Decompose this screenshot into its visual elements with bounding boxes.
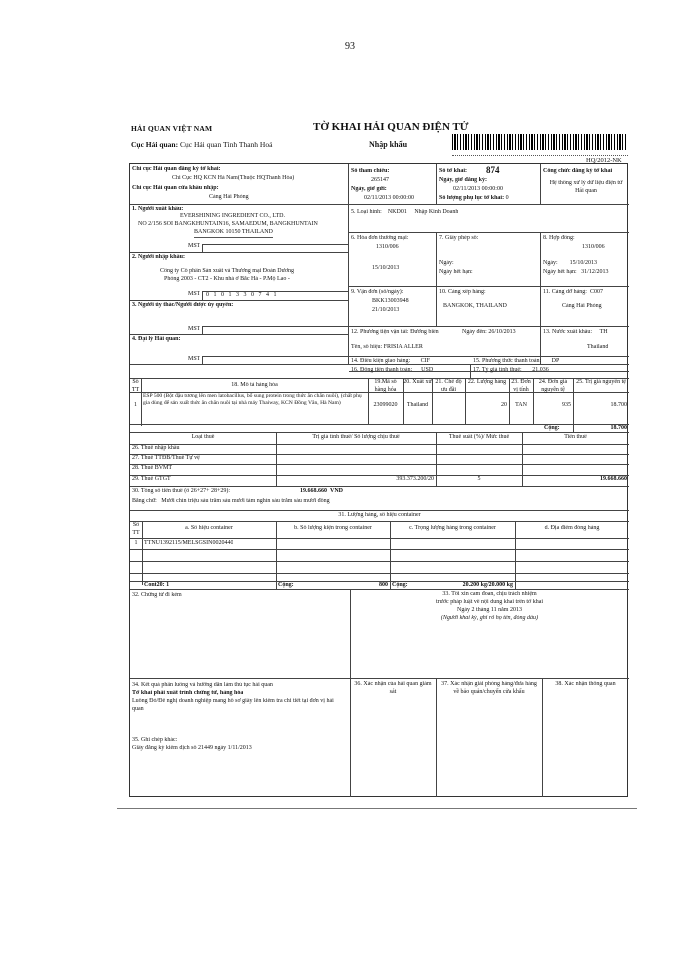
divider <box>130 573 629 574</box>
goods-col-hs: 19.Mã số hàng hóa <box>374 379 397 393</box>
goods-col-stt: Số TT <box>131 379 140 393</box>
officer-text: Hệ thống xử lý dữ liệu điện tử Hải quan <box>549 180 623 194</box>
ref-date-value: 02/11/2013 00:00:00 <box>364 195 414 201</box>
divider <box>436 678 437 797</box>
decl-no-label: Số tờ khai: <box>439 168 467 174</box>
tax-row-type: 28. Thuế BVMT <box>132 465 173 471</box>
f12-arrival: Ngày đến: 26/10/2013 <box>462 329 516 335</box>
divider <box>130 454 629 455</box>
tax-total-label: 30. Tổng số tiền thuế (ô 26+27+ 28+29): <box>132 488 231 494</box>
f38-label: 38. Xác nhận thông quan <box>555 681 616 687</box>
tax-col-base: Trị giá tính thuế/ Số lượng chịu thuế <box>312 434 400 440</box>
f33-line2: trước pháp luật về nội dung khai trên tờ khai <box>435 599 544 605</box>
divider <box>130 549 629 550</box>
container-sum-packages: 800 <box>379 582 388 588</box>
f9-label: 9. Vận đơn (số/ngày): <box>351 289 404 295</box>
f11-value: Cảng Hải Phòng <box>562 303 602 309</box>
exporter-address-1: NO 2/156 SOI BANGKHUNTAIN16, SAMAEDUM, BANGKHUNTAIN <box>138 221 318 227</box>
tax-total: 19.668.660 VND <box>300 488 343 494</box>
f33-line3: Ngày 2 tháng 11 năm 2013 <box>457 607 522 613</box>
importer-line-2: Phòng 2003 - CT2 - Khu nhà ở Bắc Hà - P.Mộ Lao - <box>164 276 290 282</box>
officer-label: Công chức đăng ký tờ khai <box>543 168 613 174</box>
exporter-mst: MST <box>188 243 201 249</box>
appendix-count: Số lượng phụ lục tờ khai: 0 <box>439 195 509 201</box>
f9-date: 21/10/2013 <box>372 307 400 313</box>
f11-label: 11. Cảng dỡ hàng: C007 <box>543 289 603 295</box>
entry-office-label: Chi cục Hải quan cửa khẩu nhập: <box>132 185 219 191</box>
goods-col-price: 24. Đơn giá nguyên tệ <box>538 379 568 393</box>
divider <box>130 561 629 562</box>
f34-line2: Tờ khai phải xuất trình chứng từ, hàng hóa <box>132 690 244 696</box>
f8-no: 1310/006 <box>582 244 605 250</box>
importer-mst: MST <box>188 291 201 297</box>
f10-value: BANGKOK, THAILAND <box>443 303 507 309</box>
f9-no: BKK13003948 <box>372 298 409 304</box>
tax-col-rate: Thuế suất (%)/ Mức thuế <box>448 434 510 440</box>
decl-no-value: 874 <box>486 165 500 175</box>
divider <box>202 326 349 327</box>
divider <box>130 464 629 465</box>
barcode-icon <box>452 134 628 150</box>
divider <box>130 486 629 487</box>
decl-date-value: 02/11/2013 00:00:00 <box>453 186 503 192</box>
divider <box>349 356 629 357</box>
goods-total-label: Cộng: <box>544 425 560 431</box>
container-col-no: a. Số hiệu container <box>185 525 233 531</box>
exporter-name: EVERSHINING INGREDIENT CO., LTD. <box>180 213 285 219</box>
f10-label: 10. Cảng xếp hàng: <box>439 289 486 295</box>
f12-label: 12. Phương tiện vận tải: Đường biển <box>351 329 439 335</box>
form-title: TỜ KHAI HẢI QUAN ĐIỆN TỬ <box>313 121 469 133</box>
tax-row-type: 29. Thuế GTGT <box>132 476 171 482</box>
f7-label: 7. Giấy phép số: <box>439 235 479 241</box>
goods-row-unit: TAN <box>515 402 527 408</box>
tax-row-type: 27. Thuế TTĐB/Thuế Tự vệ <box>132 455 200 461</box>
divider <box>202 291 203 300</box>
divider <box>130 678 629 679</box>
divider <box>202 326 203 334</box>
container-col-weight: c. Trọng lượng hàng trong container <box>409 525 496 531</box>
f13-label: 13. Nước xuất khẩu: TH <box>543 329 608 335</box>
f36-label: 36. Xác nhận của hải quan giám sát <box>354 681 432 695</box>
goods-col-desc: 18. Mô tả hàng hóa <box>231 382 278 388</box>
goods-row-hs: 23099020 <box>373 402 398 408</box>
f13-value: Thailand <box>587 344 609 350</box>
importer-mst-value: 0 1 0 1 3 3 0 7 4 1 <box>206 292 278 298</box>
goods-col-unit: 23. Đơn vị tính <box>511 379 531 393</box>
page-separator <box>117 808 637 809</box>
tax-row-base: 393.373.200/20 <box>396 476 434 482</box>
decl-date-label: Ngày, giờ đăng ký: <box>439 177 487 183</box>
reg-office-label: Chi cục Hải quan đăng ký tờ khai: <box>132 166 221 172</box>
container-sum-packages-label: Cộng: <box>278 582 294 588</box>
page-number: 93 <box>345 41 355 52</box>
goods-row-qty: 20 <box>501 402 507 408</box>
divider <box>542 678 543 797</box>
f34-line1: 34. Kết quả phân luồng và hướng dẫn làm thủ tục hải quan <box>132 682 273 688</box>
container-col-packages: b. Số lượng kiện trong container <box>294 525 372 531</box>
importer-label: 2. Người nhập khẩu: <box>132 254 185 260</box>
goods-row-origin: Thailand <box>406 402 429 408</box>
goods-col-value: 25. Trị giá nguyên tệ <box>576 379 626 385</box>
reg-office-value: Chi Cục HQ KCN Hà Nam(Thuộc HQThanh Hóa) <box>172 175 295 181</box>
tax-col-type: Loại thuế <box>191 434 215 440</box>
f16: 16. Đồng tiền thanh toán: USD <box>351 367 434 373</box>
ref-value: 265147 <box>371 177 389 183</box>
declaration-type: Nhập khẩu <box>369 140 408 149</box>
divider <box>130 510 629 511</box>
f35-value: Giấy đăng ký kiểm dịch số 21449 ngày 1/11/2013 <box>132 745 252 751</box>
divider <box>349 232 629 233</box>
tax-row-rate: 5 <box>477 476 481 482</box>
divider <box>349 286 629 287</box>
container-sum-label: Cont20: 1 <box>144 582 170 588</box>
f6-label: 6. Hóa đơn thương mại: <box>351 235 409 241</box>
entrusted-mst: MST <box>188 326 201 332</box>
f37-label: 37. Xác nhận giải phóng hàng/đưa hàng về bảo quản/chuyển cửa khẩu <box>441 681 537 695</box>
exporter-address-2: BANGKOK 10150 THAILAND <box>194 229 273 238</box>
container-title: 31. Lượng hàng, số hiệu container <box>338 512 421 518</box>
f12-vessel: Tên, số hiệu: FRISIA ALLER <box>351 344 423 350</box>
container-row-no: TTNU1392115/MELSGSIN0020440 <box>144 540 234 546</box>
divider <box>202 356 203 364</box>
container-sum-weight-label: Cộng: <box>392 582 408 588</box>
barcode-underline <box>452 150 628 156</box>
divider <box>130 538 629 539</box>
container-col-stt: Số TT <box>132 522 140 536</box>
divider <box>130 521 629 522</box>
divider <box>540 164 541 204</box>
divider <box>130 300 349 301</box>
entrusted-label: 3. Người ủy thác/Người được ủy quyền: <box>132 302 234 308</box>
divider <box>130 252 349 253</box>
f33-line1: 33. Tôi xin cam đoan, chịu trách nhiệm <box>442 591 537 597</box>
container-row-stt: 1 <box>134 540 138 546</box>
form-code: HQ/2012-NK <box>586 157 622 164</box>
divider <box>436 164 437 204</box>
goods-row-stt: 1 <box>134 402 137 408</box>
container-sum-weight: 20.200 kg/20.000 kg <box>462 582 513 588</box>
goods-col-pref: 21. Chế độ ưu đãi <box>435 379 462 393</box>
divider <box>349 326 629 327</box>
divider <box>349 204 629 205</box>
f17: 17. Tỷ giá tính thuế: 21.036 <box>473 367 549 373</box>
tax-row-amount: 19.668.660 <box>600 476 627 482</box>
f8-expiry: Ngày hết hạn: 31/12/2013 <box>543 269 609 275</box>
goods-col-origin: 20. Xuất xứ <box>403 379 432 385</box>
tax-col-amount: Tiền thuế <box>564 434 587 440</box>
f15: 15. Phương thức thanh toán: DP <box>473 358 560 364</box>
ref-label: Số tham chiếu: <box>351 168 390 174</box>
importer-line-1: Công ty Cổ phần Sản xuất và Thương mại Đoàn Dương <box>160 268 295 274</box>
tax-words: Bằng chữ: Mười chín triệu sáu trăm sáu mươi tám nghìn sáu trăm sáu mươi đồng <box>132 498 330 504</box>
exporter-label: 1. Người xuất khẩu: <box>132 206 184 212</box>
agent-mst: MST <box>188 356 201 362</box>
f8-label: 8. Hợp đồng: <box>543 235 575 241</box>
divider <box>130 444 629 445</box>
goods-total: 18.700 <box>610 425 627 431</box>
entry-office-value: Cảng Hải Phòng <box>209 194 249 200</box>
f8-date: Ngày: 15/10/2013 <box>543 260 598 266</box>
goods-row-value: 18.700 <box>610 402 627 408</box>
f7-expiry-label: Ngày hết hạn: <box>439 269 473 275</box>
f5-type: 5. Loại hình: NKD01 Nhập Kinh Doanh <box>351 209 459 215</box>
divider <box>202 244 203 252</box>
agent-label: 4. Đại lý Hải quan: <box>132 336 181 342</box>
goods-row-price: 935 <box>562 402 571 408</box>
divider <box>202 356 349 357</box>
f6-date: 15/10/2013 <box>372 265 400 271</box>
declaration-form <box>129 163 628 797</box>
goods-col-qty: 22. Lượng hàng <box>467 379 507 385</box>
f35-label: 35. Ghi chép khác: <box>132 737 178 743</box>
divider <box>130 204 349 205</box>
container-col-place: d. Địa điểm đóng hàng <box>544 525 600 531</box>
agency-name: HẢI QUAN VIỆT NAM <box>131 124 213 133</box>
f34-line3: Luồng Đỏ/Đề nghị doanh nghiệp mang hồ sơ giấy lên kiểm tra chi tiết tại đơn vị hải quan <box>132 698 334 712</box>
ref-date-label: Ngày, giờ gửi: <box>351 186 387 192</box>
tax-row-type: 26. Thuế nhập khẩu <box>132 445 180 451</box>
f7-date-label: Ngày: <box>439 260 454 266</box>
divider <box>436 232 437 326</box>
divider <box>540 232 541 326</box>
goods-row-desc: ESP 500 (Bột đậu tương lên men latobacillus, bổ sung protein trong thức ăn chăn nuôi), (chất phụ gia dùng để sản xuất thức ăn chăn nuôi tại nhà máy Thaiway, KCN Đồng Văn, Hà Nam) <box>143 393 362 406</box>
f6-no: 1310/006 <box>376 244 399 250</box>
f33-line4: (Người khai ký, ghi rõ họ tên, đóng dấu) <box>440 615 539 621</box>
divider <box>202 244 349 245</box>
divider <box>130 334 349 335</box>
f14: 14. Điều kiện giao hàng: CIF <box>351 358 430 364</box>
f32-label: 32. Chứng từ đi kèm <box>132 592 182 598</box>
customs-department: Cục Hải quan: Cục Hải quan Tỉnh Thanh Hoá <box>131 140 273 149</box>
